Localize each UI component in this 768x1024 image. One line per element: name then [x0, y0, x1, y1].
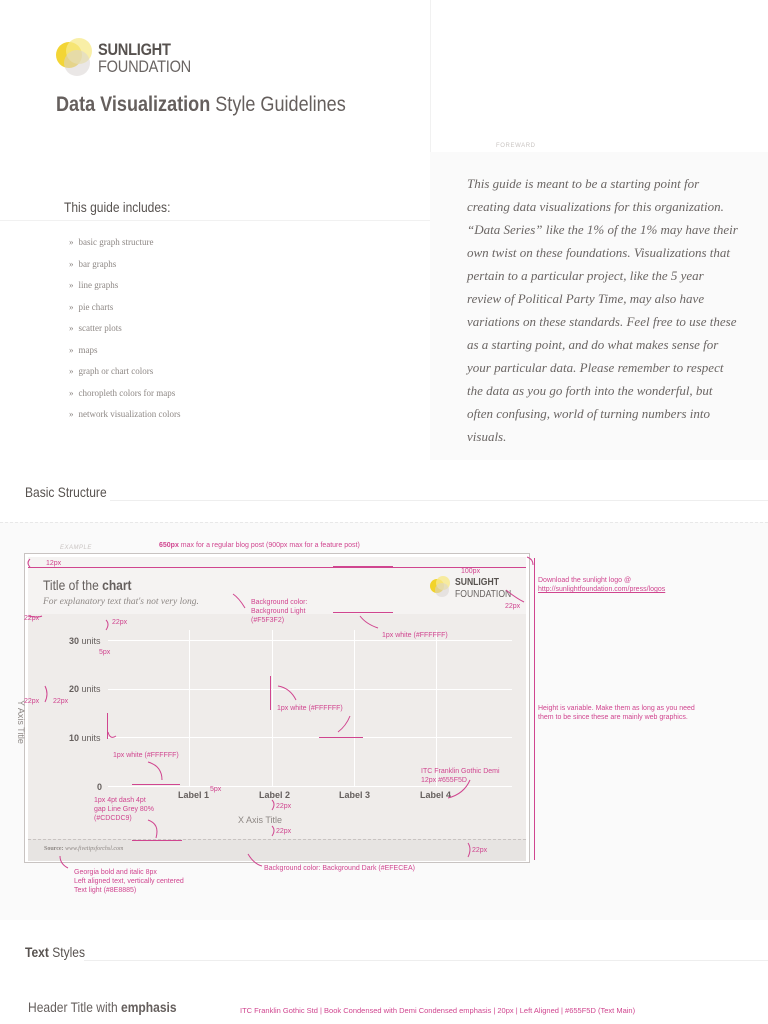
margin-label: 22px	[112, 619, 128, 626]
white-line-note: 1px white (#FFFFFF)	[113, 752, 179, 759]
bullet-icon: »	[69, 237, 74, 247]
bg-light-note: Background color: Background Light (#F5F3F2)	[251, 599, 308, 624]
y-tick-label: 0	[97, 782, 103, 792]
list-item: » pie charts	[69, 301, 114, 312]
list-item: » scatter plots	[69, 323, 122, 333]
arrow-icon	[60, 856, 68, 868]
bg-dark-note: Background color: Background Dark (#EFECEA)	[264, 865, 415, 872]
x-tick-label: Label 4	[420, 790, 452, 800]
margin-label: 22px	[472, 847, 488, 854]
y-axis-title: Y Axis Title	[16, 700, 26, 744]
arrow-icon	[272, 826, 274, 836]
arrow-icon	[272, 800, 274, 810]
margin-label: 5px	[99, 649, 111, 656]
margin-label: 22px	[276, 803, 292, 810]
white-line-note: 1px white (#FFFFFF)	[382, 632, 448, 639]
logo-download-link[interactable]: http://sunlightfoundation.com/press/logos	[538, 586, 666, 593]
foreword-text: This guide is meant to be a starting point for creating data visualizations for this organization. “Data Series” like the 1% of the 1% may have their own twist on these foundations. Visualizations that pertain to a particular project, like the 5 year review of Political Party Time, may also have variations on these standards. Feel free to use these as a starting point, and do what makes sense for your particular data. Please remember to respect the data as you go forth into the wonderful, but often confusing, world of turning numbers into visuals.	[467, 176, 738, 444]
logo-wordmark-line1: SUNLIGHT	[98, 40, 171, 59]
y-tick-label: 30 units	[69, 636, 101, 646]
margin-label: 22px	[24, 615, 40, 622]
arrow-icon	[360, 616, 378, 628]
dash-line-note: 1px 4pt dash 4pt gap Line Grey 80% (#CDCDC9)	[94, 797, 154, 822]
basic-structure-heading: Basic Structure	[25, 484, 107, 500]
bullet-icon: »	[69, 258, 74, 269]
logo-wordmark-line2: FOUNDATION	[98, 57, 191, 76]
arrow-icon	[338, 716, 350, 732]
arrow-icon	[233, 594, 245, 608]
list-item: » basic graph structure	[69, 237, 154, 247]
margin-label: 12px	[46, 560, 62, 567]
y-tick-label: 10 units	[69, 733, 101, 743]
bullet-icon: »	[69, 366, 74, 376]
list-item: » network visualization colors	[69, 409, 181, 419]
arrow-icon	[468, 843, 470, 857]
bullet-icon: »	[69, 323, 74, 333]
foreword-label: FOREWARD	[496, 143, 536, 149]
margin-label: 22px	[505, 603, 521, 610]
header-title-example: Header Title with emphasis	[28, 999, 177, 1015]
example-label: EXAMPLE	[60, 545, 92, 551]
arrow-icon	[527, 557, 533, 565]
height-note: Height is variable. Make them as long as you need them to be since these are mainly web graphics.	[538, 705, 695, 721]
list-item: » line graphs	[69, 280, 119, 290]
georgia-note: Georgia bold and italic 8px Left aligned text, vertically centered Text light (#8E8885)	[74, 869, 184, 894]
bullet-icon: »	[69, 409, 74, 419]
page-title-bold: Data Visualization	[56, 93, 211, 116]
chart-logo-line2: FOUNDATION	[455, 589, 512, 600]
arrow-icon	[28, 559, 30, 567]
guide-heading: This guide includes:	[64, 199, 171, 215]
text-styles-divider	[84, 960, 768, 961]
bullet-icon: »	[69, 280, 74, 290]
margin-label: 22px	[53, 698, 69, 705]
chart-source: Source: www.fivetipsforchsl.com	[44, 846, 124, 852]
bullet-icon: »	[69, 301, 74, 312]
x-tick-label: Label 2	[259, 790, 291, 800]
header-title-spec: ITC Franklin Gothic Std | Book Condensed with Demi Condensed emphasis | 20px | Left Aligned | #655F5D (Text Main)	[240, 1006, 636, 1015]
arrow-icon	[248, 854, 262, 866]
x-axis-title: X Axis Title	[238, 815, 283, 825]
text-styles-heading: Text Styles	[25, 944, 85, 960]
margin-label: 22px	[24, 698, 40, 705]
arrow-icon	[148, 820, 157, 838]
width-note: 650px max for a regular blog post (900px max for a feature post)	[159, 542, 360, 549]
bullet-icon: »	[69, 387, 74, 398]
download-logo-note: Download the sunlight logo @ http://sunlightfoundation.com/press/logos	[538, 577, 666, 593]
arrow-icon	[148, 762, 162, 780]
margin-label: 5px	[210, 786, 222, 793]
x-tick-label: Label 1	[178, 790, 210, 800]
logo-width-label: 100px	[461, 568, 481, 575]
arrow-icon	[28, 616, 42, 617]
list-item: » bar graphs	[69, 258, 117, 269]
arrow-icon	[278, 686, 296, 700]
arrow-icon	[506, 590, 524, 602]
arrow-icon	[108, 732, 116, 737]
page-title-rest: Style Guidelines	[210, 93, 346, 116]
arrow-icon	[106, 620, 108, 630]
chart-logo-line1: SUNLIGHT	[455, 577, 499, 588]
bullet-icon: »	[69, 344, 74, 355]
list-item: » graph or chart colors	[69, 366, 154, 376]
list-item: » maps	[69, 344, 98, 355]
arrow-icon	[448, 780, 470, 798]
font-note: ITC Franklin Gothic Demi 12px #655F5D	[421, 768, 500, 784]
chart-title: Title of the chart	[43, 577, 132, 593]
x-tick-label: Label 3	[339, 790, 371, 800]
list-item: » choropleth colors for maps	[69, 387, 176, 398]
y-tick-label: 20 units	[69, 684, 101, 694]
chart-subtitle: For explanatory text that's not very long.	[43, 597, 199, 607]
white-line-note: 1px white (#FFFFFF)	[277, 705, 343, 712]
margin-label: 22px	[276, 828, 292, 835]
arrow-icon	[45, 686, 47, 702]
